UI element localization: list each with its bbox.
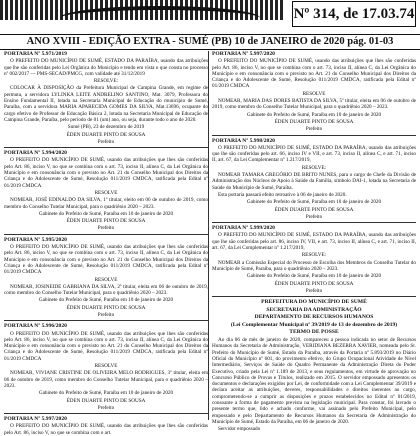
department-heading: (Lei Complementar Municipal nº 39/2019 de 13 de dezembro de 2019) bbox=[230, 321, 398, 328]
text-block: ÉDEN DUARTE PINTO DE SOUSA bbox=[66, 131, 146, 138]
masthead bbox=[0, 0, 420, 34]
text-block: O PREFEITO DO MUNICÍPIO DE SUMÉ, usando das atribuições que lhes são conferidas pelo Art. 86, inciso V, no que se combina com o art. 73, inciso II, alínea C, da Lei Orgânica do Município e em consonância com o previsto no Art. 21 do Conselho Municipal dos Direitos da Criança e do Adolescente de Sumé, Resolução 011/2019 CMDCA, ratificada pela Edital nº 01/2019 CMDCA bbox=[4, 244, 208, 276]
section-divider bbox=[4, 320, 208, 321]
portaria-heading: PORTARIA Nº 5.997/2020 bbox=[4, 416, 67, 423]
portaria-heading: PORTARIA Nº 5.999/2020 bbox=[212, 225, 275, 232]
text-block: Gabinete do Prefeito de Sumé, Paraíba em 10 de janeiro de 2020 bbox=[38, 210, 174, 217]
text-block: O PREFEITO DO MUNICÍPIO DE SUMÉ, usando das atribuições que lhes são conferidas pelo Art. 86, inciso V, no que se combina com o art. 73, inciso II, alínea C, da Lei Orgânica do Município e em consonância com o previsto no Art. 21 do Conselho Municipal dos Direitos da Criança e do Adolescente de Sumé, Resolução 011/2019 CMDCA, ratificada pela Edital nº 01/2019 CMDCA bbox=[4, 157, 208, 189]
text-block: Prefeito bbox=[305, 287, 323, 294]
text-block: ÉDEN DUARTE PINTO DE SOUSA bbox=[274, 280, 354, 287]
text-block: O PREFEITO DO MUNICÍPIO DE SUMÉ, ESTADO DA PARAÍBA, usando das atribuições que lhe são conferidas pelo Lei Orgânica do Município e tendo em vista o que consta no processo nº 002/2017 — PMS-SECAD/PMCG, com validade até 31/12/2019 bbox=[4, 58, 208, 77]
text-block: Prefeito bbox=[97, 138, 115, 145]
text-block: Sumé (PB), 23 de dezembro de 2019 bbox=[67, 124, 145, 131]
text-block: O PREFEITO DO MUNICÍPIO DE SUMÉ, usando das atribuições que lhes são conferidas pelo Art. 86, inciso V, no que se combina com o art. 73, inciso II, alínea C, da Lei Orgânica do Município e em consonância com o previsto no Art. 21 do Conselho Municipal dos Direitos da Criança e do Adolescente de Sumé, Resolução 011/2019 CMDCA, ratificada pela Edital nº 01/2019 CMDCA bbox=[212, 58, 416, 90]
text-block: ÉDEN DUARTE PINTO DE SOUSA bbox=[274, 206, 354, 213]
text-block: ÉDEN DUARTE PINTO DE SOUSA bbox=[66, 397, 146, 404]
text-block: RESOLVE: bbox=[301, 164, 327, 171]
text-block: Prefeito bbox=[305, 126, 323, 133]
section-divider bbox=[4, 234, 208, 235]
text-block: Prefeito bbox=[97, 225, 115, 232]
masthead-swoosh bbox=[60, 6, 260, 30]
text-block: Prefeito bbox=[97, 311, 115, 318]
text-block: RESOLVE: bbox=[93, 78, 119, 85]
portaria-heading: PORTARIA Nº 5.994/2020 bbox=[4, 150, 67, 157]
text-block: Gabinete do Prefeito de Sumé, Paraíba em 10 de janeiro de 2020 bbox=[246, 111, 382, 118]
text-block: ÉDEN DUARTE PINTO DE SOUSA bbox=[66, 218, 146, 225]
text-block: NOMEAR, JOSINEIDE GABRIANA DA SILVA, 2º titular, eleita em 06 de outubro de 2019, como membro do Conselho Tutelar Municipal, para o quadriênio 2020 – 2023. bbox=[4, 283, 208, 297]
text-block: Ao dia 06 de mês de janeiro de 2020, compareceu a pessoa indicada no setor de Recursos Humanos da Secretaria de Administração, VERIDIANA BEZERRA XAVIER, nomeada pelo Sr. Prefeito do Município de Sumé, Estado da Paraíba, através da Portaria nº 5.893/2019 no Diário Oficial do Município nº 601, do provimento efetivo, do Grupo Ocupacional Atividade de Nível Intermediário, Serviços de Saúde do Quadro Permanente da Administração Direta do Poder Executivo, criado pela Lei nº 1.189 de 2013, e seus regulamentos, em virtude de aprovação no Concurso Público de Provas e Títulos, realizado em 2015. O servidor empossado apresentou os documentos e declarações exigidos por Lei, de conformidade com a Lei Complementar 39/2019 e declara aceitar as atribuições, deveres, responsabilidades e direitos inerentes ao cargo, comprometendo-se a cumprir as disposições e prazos estabelecidos no Edital nº 01/2019, consoante a forma de pagamento prevista na legislação municipal. Para constar, foi lavrado o presente termo que, lido e achado conforme, vai assinado pelo Prefeito Municipal, pelo empossado e pelo Departamento de Recursos Humanos da Secretaria de Administração do Município de Sumé, Estado da Paraíba, em 06 de janeiro de 2020. bbox=[212, 337, 416, 425]
department-heading: SECRETARIA DA ADMINISTRAÇÃO bbox=[266, 306, 362, 313]
text-block: Gabinete do Prefeito de Sumé, Paraíba em 10 de janeiro de 2020 bbox=[246, 273, 382, 280]
text-block: RESOLVE bbox=[94, 363, 118, 370]
text-block: O PREFEITO DO MUNICÍPIO DE SUMÉ, usando das atribuições que lhes são conferidas pelo Art. 86, inciso V, no que se combina com o art. bbox=[4, 423, 208, 436]
portaria-heading: PORTARIA Nº 5.996/2020 bbox=[4, 323, 67, 330]
text-block: RESOLVE bbox=[94, 276, 118, 283]
text-block: Prefeito bbox=[305, 213, 323, 220]
text-block: Gabinete do Prefeito de Sumé, Paraíba em 10 de janeiro de 2020 bbox=[38, 297, 174, 304]
text-block: ÉDEN DUARTE PINTO DE SOUSA bbox=[274, 118, 354, 125]
text-block: RESOLVE: bbox=[301, 252, 327, 259]
text-block: O PREFEITO DO MUNICÍPIO DE SUMÉ, usando das atribuições que lhes são conferidas pelo Art. 86, inciso V, no que se combina com o art. 73, inciso II, alínea C, da Lei Orgânica do Município e em consonância com o previsto no Art. 21 do Conselho Municipal dos Direitos da Criança e do Adolescente de Sumé, Resolução 011/2019 CMDCA, ratificada pela Edital nº 01/2019 CMDCA bbox=[4, 330, 208, 362]
text-block: NOMEAR, MARIA DAS DORES BATISTA DA SILVA, 5º titular, eleita em 06 de outubro de 2019, como membro do Conselho Tutelar Municipal, para o quadriênio 2020 – 2023. bbox=[212, 98, 416, 111]
right-column bbox=[212, 51, 416, 433]
portaria-heading: PORTARIA Nº 5.995/2020 bbox=[4, 236, 67, 243]
issue-number-box: Nº 314, de 17.03.74 bbox=[292, 1, 416, 27]
column-divider bbox=[208, 51, 209, 420]
text-block: NOMEAR, VIVIANE CRISTINE DE OLIVEIRA MELO RODRIGUES, 3º titular, eleita em 06 de outubro de 2019, como membro do Conselho Tutelar Municipal, para o quadriênio 2020 – 2023. bbox=[4, 370, 208, 389]
portaria-heading: PORTARIA Nº 5.971/2019 bbox=[4, 51, 67, 57]
text-block: Gabinete do Prefeito de Sumé, Paraíba em 10 de janeiro de 2020 bbox=[246, 199, 382, 206]
department-heading: DEPARTAMENTO DE RECURSOS HUMANOS bbox=[254, 314, 374, 321]
portaria-heading: PORTARIA Nº 5.997/2020 bbox=[212, 51, 275, 57]
edition-line: ANO XVIII - EDIÇÃO EXTRA - SUMÉ (PB) 10 de JANEIRO de 2020 pág. 01-03 bbox=[0, 34, 420, 50]
section-divider bbox=[212, 222, 416, 223]
text-block: ÉDEN DUARTE PINTO DE SOUSA bbox=[66, 304, 146, 311]
text-block: Prefeito bbox=[97, 404, 115, 411]
text-block: O PREFEITO DO MUNICÍPIO DE SUMÉ, ESTADO DA PARAÍBA, usando das atribuições que lhe são conferidas pelo art. 66, inciso IV e VII, e art. 73, inciso II, alínea C, e art. 71, inciso II, art. 67, da Lei Complementar nº 1.217/2019, bbox=[212, 144, 416, 164]
text-block: RESOLVE bbox=[94, 189, 118, 196]
text-block: Esta portaria passará efeito retroativo à 06 de janeiro de 2020. bbox=[218, 191, 347, 198]
section-divider bbox=[212, 135, 416, 136]
text-block: Gabinete do Prefeito de Sumé, Paraíba em 10 de janeiro de 2020 bbox=[38, 390, 174, 397]
section-divider bbox=[4, 147, 208, 148]
text-block: NOMEAR, JOSÉ EDINALDO DA SILVA, 1º titular, eleito em 06 de outubro de 2019, como membro do Conselho Tutelar Municipal, para o quadriênio 2020 – 2023. bbox=[4, 197, 208, 210]
section-divider bbox=[4, 413, 208, 414]
department-heading: TERMO DE POSSE bbox=[289, 329, 339, 336]
section-divider bbox=[212, 296, 416, 297]
text-block: Servidor empossado bbox=[218, 426, 261, 433]
text-block: NOMEAR a Comissão Especial do Processo de Escolha dos Membros do Conselho Tutelar do Município de Sumé, Paraíba, para o quadriênio 2020 – 2023. bbox=[212, 259, 416, 272]
portaria-heading: PORTARIA Nº 5.998/2020 bbox=[212, 137, 275, 144]
text-block: O PREFEITO DO MUNICÍPIO DE SUMÉ, ESTADO DA PARAÍBA, usando das atribuições que lhe são conferidas pelo art. 86, inciso IV, VII, e art. 73, inciso II, alínea C, e art. 71, inciso II, art. 67, da Lei Complementar nº 1.217/2019, bbox=[212, 232, 416, 252]
text-block: RESOLVE bbox=[302, 90, 326, 97]
left-column bbox=[4, 51, 208, 436]
text-block: COLOCAR À DISPOSIÇÃO da Prefeitura Municipal de Campina Grande, em regime de permuta, a servidora LYLINKA LEITE ANDRELINO SANTINO, Mat. 3079, Professora do Ensino Fundamental II, lotada na Secretaria Municipal de Educação do município de Sumé, Paraíba, com a servidora MARIA APARECIDA GOMES DA SILVA, Mat.13696, ocupante do cargo efetivo de Professor de Educação Básica 2, lotada na Secretaria Municipal de Educação de Campina Grande, Paraíba, pelo período de 01 (um) ano, ou seja, durante todo o ano de 2020. bbox=[4, 85, 208, 123]
text-block: NOMEAR TAMARA GREGÓRIO DE BRITO NUNES, para o cargo de Chefe da Divisão de Administração dos Núcleos de Apoio à Saúde da Família, símbolo DAI-1, lotada na Secretaria de Saúde do Município de Sumé, Paraíba. bbox=[212, 172, 416, 191]
department-heading: PREFEITURA DO MUNICÍPIO DE SUMÉ bbox=[261, 299, 367, 306]
